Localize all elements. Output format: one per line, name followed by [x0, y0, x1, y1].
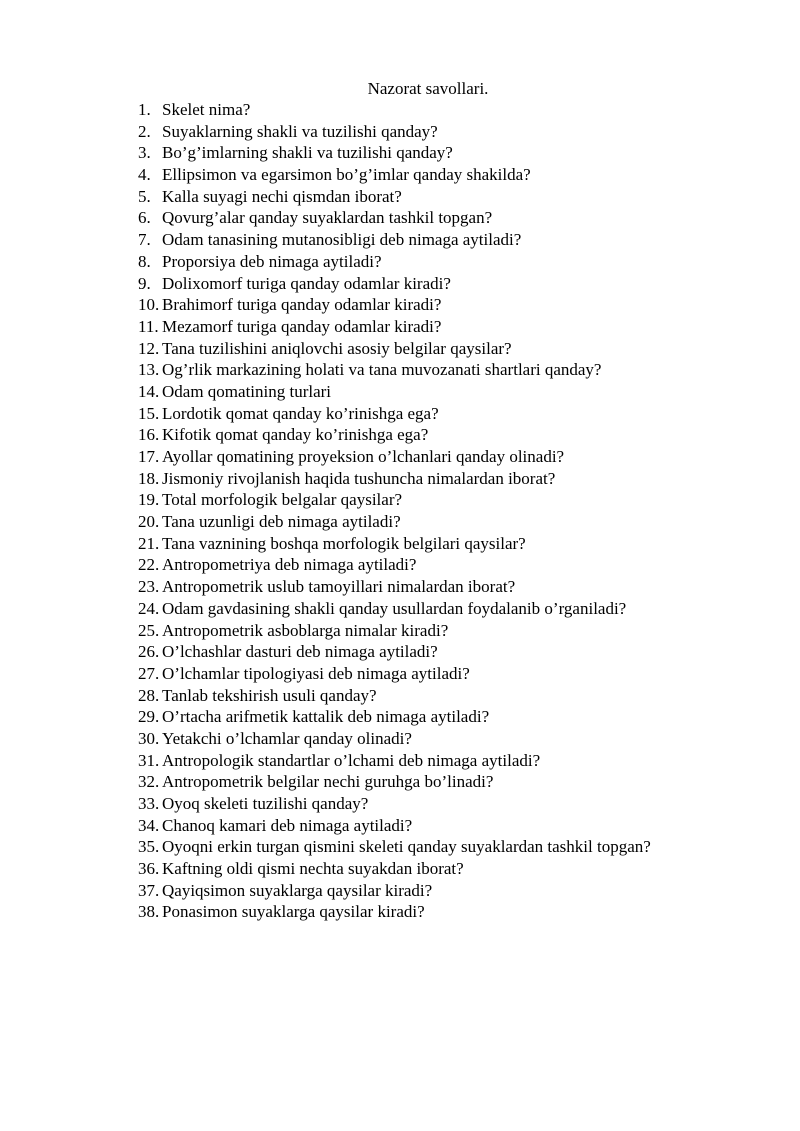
question-number: 7. [138, 230, 151, 250]
question-text: Kalla suyagi nechi qismdan iborat? [162, 186, 402, 206]
question-item [138, 381, 778, 403]
question-number: 35. [138, 837, 160, 857]
question-item [138, 750, 778, 772]
question-text: Skelet nima? [162, 100, 251, 119]
question-number: 13. [138, 360, 160, 380]
question-item [138, 598, 778, 620]
question-number: 23. [138, 577, 160, 597]
question-text: Antropometrik uslub tamoyillari nimalardan iborat? [162, 577, 516, 597]
question-number: 11. [138, 316, 159, 336]
question-text: Antropometrik belgilar nechi guruhga bo’linadi? [162, 772, 494, 792]
question-text: O’lchamlar tipologiyasi deb nimaga aytiladi? [162, 663, 470, 683]
question-item [138, 121, 778, 143]
question-text: Odam qomatining turlari [162, 381, 332, 401]
question-number: 33. [138, 794, 160, 813]
question-text: Proporsiya deb nimaga aytiladi? [162, 251, 382, 271]
question-item [138, 576, 778, 598]
question-item [138, 468, 778, 490]
question-item [138, 207, 778, 229]
question-number: 19. [138, 490, 160, 510]
question-item [138, 620, 778, 642]
question-number: 22. [138, 555, 160, 575]
question-text: Jismoniy rivojlanish haqida tushuncha nimalardan iborat? [162, 468, 556, 488]
question-text: Kaftning oldi qismi nechta suyakdan iborat? [162, 859, 464, 879]
question-item [138, 142, 778, 164]
question-number: 38. [138, 902, 160, 922]
question-item [138, 663, 778, 685]
question-number: 27. [138, 663, 160, 683]
question-text: O’lchashlar dasturi deb nimaga aytiladi? [162, 642, 438, 662]
question-item [138, 641, 778, 663]
question-item [138, 771, 778, 793]
question-text: Suyaklarning shakli va tuzilishi qanday? [162, 121, 438, 141]
question-text: Og’rlik markazining holati va tana muvozanati shartlari qanday? [162, 360, 602, 380]
document-title: Nazorat savollari. [367, 79, 489, 98]
question-number: 20. [138, 512, 160, 532]
question-text: Antropometriya deb nimaga aytiladi? [162, 555, 417, 575]
question-item [138, 836, 778, 858]
question-number: 10. [138, 295, 160, 315]
question-item [138, 728, 778, 750]
question-number: 8. [138, 251, 151, 271]
question-text: Qovurg’alar qanday suyaklardan tashkil topgan? [162, 208, 493, 228]
question-number: 15. [138, 403, 160, 423]
question-number: 21. [138, 533, 160, 553]
question-number: 25. [138, 620, 160, 640]
question-item [138, 424, 778, 446]
question-text: Tana vaznining boshqa morfologik belgilari qaysilar? [162, 533, 526, 553]
question-number: 2. [138, 121, 151, 141]
question-number: 26. [138, 642, 160, 662]
question-text: Oyoq skeleti tuzilishi qanday? [162, 794, 369, 813]
question-text: Total morfologik belgalar qaysilar? [162, 490, 403, 510]
question-number: 28. [138, 685, 160, 705]
question-text: Qayiqsimon suyaklarga qaysilar kiradi? [162, 880, 433, 900]
question-number: 37. [138, 880, 160, 900]
question-text: Tana tuzilishini aniqlovchi asosiy belgilar qaysilar? [162, 338, 512, 358]
question-item [138, 489, 778, 511]
question-number: 31. [138, 750, 160, 770]
question-text: Tana uzunligi deb nimaga aytiladi? [162, 512, 401, 532]
question-number: 14. [138, 381, 160, 401]
question-number: 17. [138, 447, 160, 466]
question-item [138, 273, 778, 295]
question-number: 5. [138, 186, 151, 206]
question-item [138, 685, 778, 707]
question-text: Ellipsimon va egarsimon bo’g’imlar qanday shakilda? [162, 165, 531, 185]
question-text: Dolixomorf turiga qanday odamlar kiradi? [162, 273, 451, 293]
question-item [138, 533, 778, 555]
question-number: 30. [138, 728, 160, 748]
question-item [138, 706, 778, 728]
question-item [138, 251, 778, 273]
question-item [138, 294, 778, 316]
question-list [138, 99, 778, 923]
question-item [138, 164, 778, 186]
question-number: 18. [138, 468, 160, 488]
question-text: Brahimorf turiga qanday odamlar kiradi? [162, 295, 442, 315]
question-text: Bo’g’imlarning shakli va tuzilishi qanday? [162, 143, 453, 163]
question-item [138, 229, 778, 251]
question-text: Tanlab tekshirish usuli qanday? [162, 685, 377, 705]
question-text: Yetakchi o’lchamlar qanday olinadi? [162, 728, 412, 748]
question-item [138, 359, 778, 381]
question-item [138, 99, 778, 121]
question-number: 9. [138, 273, 151, 293]
question-item [138, 901, 778, 923]
question-item [138, 815, 778, 837]
question-item [138, 511, 778, 533]
question-number: 34. [138, 815, 160, 835]
question-text: Oyoqni erkin turgan qismini skeleti qanday suyaklardan tashkil topgan? [162, 837, 651, 857]
question-number: 3. [138, 143, 151, 163]
question-item [138, 880, 778, 902]
question-number: 6. [138, 208, 151, 228]
question-number: 29. [138, 707, 160, 727]
question-text: Mezamorf turiga qanday odamlar kiradi? [162, 316, 442, 336]
question-item [138, 446, 778, 468]
question-number: 24. [138, 598, 160, 618]
question-number: 1. [138, 100, 151, 119]
question-number: 36. [138, 859, 160, 879]
question-number: 4. [138, 165, 151, 185]
question-text: Ponasimon suyaklarga qaysilar kiradi? [162, 902, 425, 922]
question-item [138, 403, 778, 425]
question-text: Kifotik qomat qanday ko’rinishga ega? [162, 425, 429, 445]
question-text: Antropometrik asboblarga nimalar kiradi? [162, 620, 449, 640]
question-text: Chanoq kamari deb nimaga aytiladi? [162, 815, 413, 835]
question-item [138, 858, 778, 880]
question-text: Ayollar qomatining proyeksion o’lchanlari qanday olinadi? [162, 447, 565, 466]
question-item [138, 316, 778, 338]
question-number: 12. [138, 338, 160, 358]
question-text: Odam tanasining mutanosibligi deb nimaga aytiladi? [162, 230, 522, 250]
question-item [138, 338, 778, 360]
question-text: O’rtacha arifmetik kattalik deb nimaga aytiladi? [162, 707, 490, 727]
question-text: Odam gavdasining shakli qanday usullardan foydalanib o’rganiladi? [162, 598, 627, 618]
question-number: 16. [138, 425, 160, 445]
question-item [138, 793, 778, 815]
question-item [138, 186, 778, 208]
question-text: Lordotik qomat qanday ko’rinishga ega? [162, 403, 439, 423]
question-number: 32. [138, 772, 160, 792]
question-item [138, 554, 778, 576]
question-text: Antropologik standartlar o’lchami deb nimaga aytiladi? [162, 750, 541, 770]
